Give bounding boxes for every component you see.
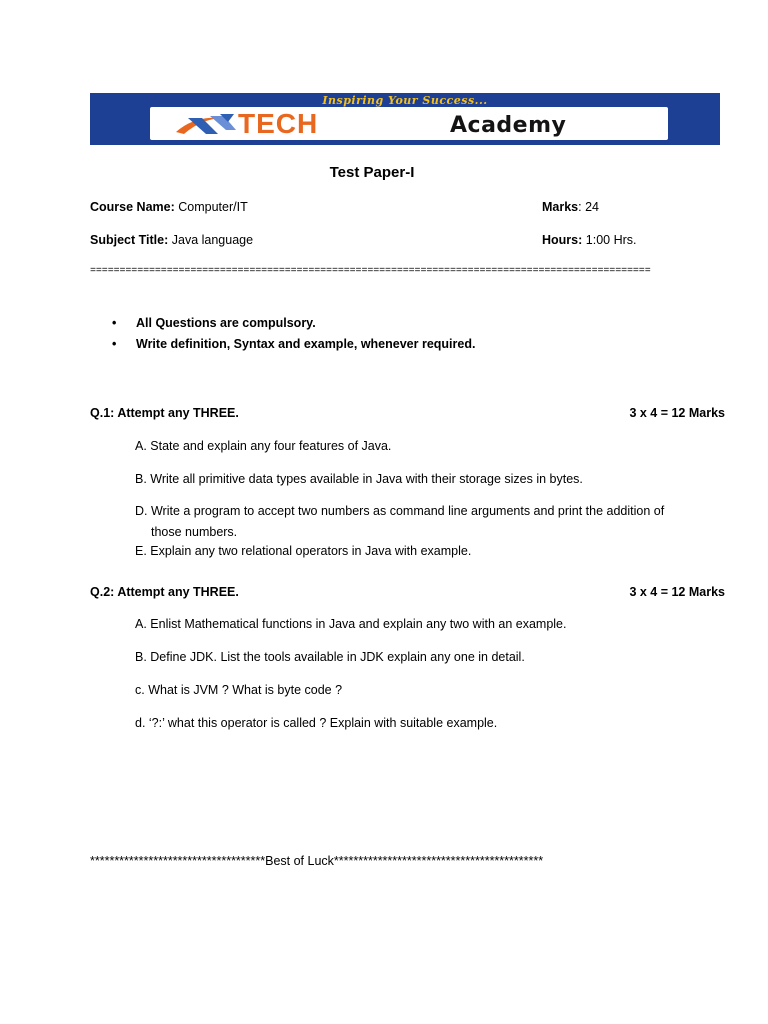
instruction-item: • All Questions are compulsory. [112, 316, 475, 337]
brand-name: TECH [238, 108, 319, 139]
subject-title [90, 233, 253, 247]
question-1-item: D. Write a program to accept two numbers as command line arguments and print the addition of [135, 504, 665, 518]
page-title: Test Paper-I [329, 164, 415, 181]
question-1-item-continuation: those numbers. [151, 525, 238, 539]
question-2-item: c. What is JVM ? What is byte code ? [135, 683, 343, 697]
question-2-item: B. Define JDK. List the tools available in JDK explain any one in detail. [135, 650, 525, 664]
question-1-item: B. Write all primitive data types available in Java with their storage sizes in bytes. [135, 472, 583, 486]
hours [542, 233, 636, 247]
hours-value: 1:00 Hrs. [585, 233, 637, 247]
hours-label: Hours: [542, 233, 583, 247]
separator-line: =============================================================================================== [90, 266, 651, 277]
logo [150, 107, 668, 140]
question-1-heading: Q.1: Attempt any THREE. [90, 406, 239, 420]
instruction-item: • Write definition, Syntax and example, whenever required. [112, 337, 475, 358]
course-label: Course Name: [90, 200, 175, 214]
question-2-item: d. ‘?:’ what this operator is called ? Explain with suitable example. [135, 716, 498, 730]
marks-label: Marks [542, 200, 579, 214]
subject-label: Subject Title: [90, 233, 169, 247]
logo-swoosh-icon [174, 110, 244, 138]
question-2-heading: Q.2: Attempt any THREE. [90, 585, 239, 599]
question-1-marks: 3 x 4 = 12 Marks [629, 406, 725, 420]
instructions-list [112, 316, 475, 358]
subject-value: Java language [171, 233, 254, 247]
course-value: Computer/IT [178, 200, 248, 214]
course-name [90, 200, 248, 214]
marks [542, 200, 599, 214]
footer-best-of-luck: ************************************Best of Luck******************************************* [90, 854, 544, 868]
header-banner [90, 93, 720, 145]
brand-academy: Academy [450, 113, 567, 138]
question-2-marks: 3 x 4 = 12 Marks [629, 585, 725, 599]
marks-value: : 24 [578, 200, 599, 214]
tagline: Inspiring Your Success... [322, 94, 488, 107]
question-1-item: E. Explain any two relational operators in Java with example. [135, 544, 472, 558]
question-1-item: A. State and explain any four features of Java. [135, 439, 392, 453]
question-2-item: A. Enlist Mathematical functions in Java and explain any two with an example. [135, 617, 567, 631]
